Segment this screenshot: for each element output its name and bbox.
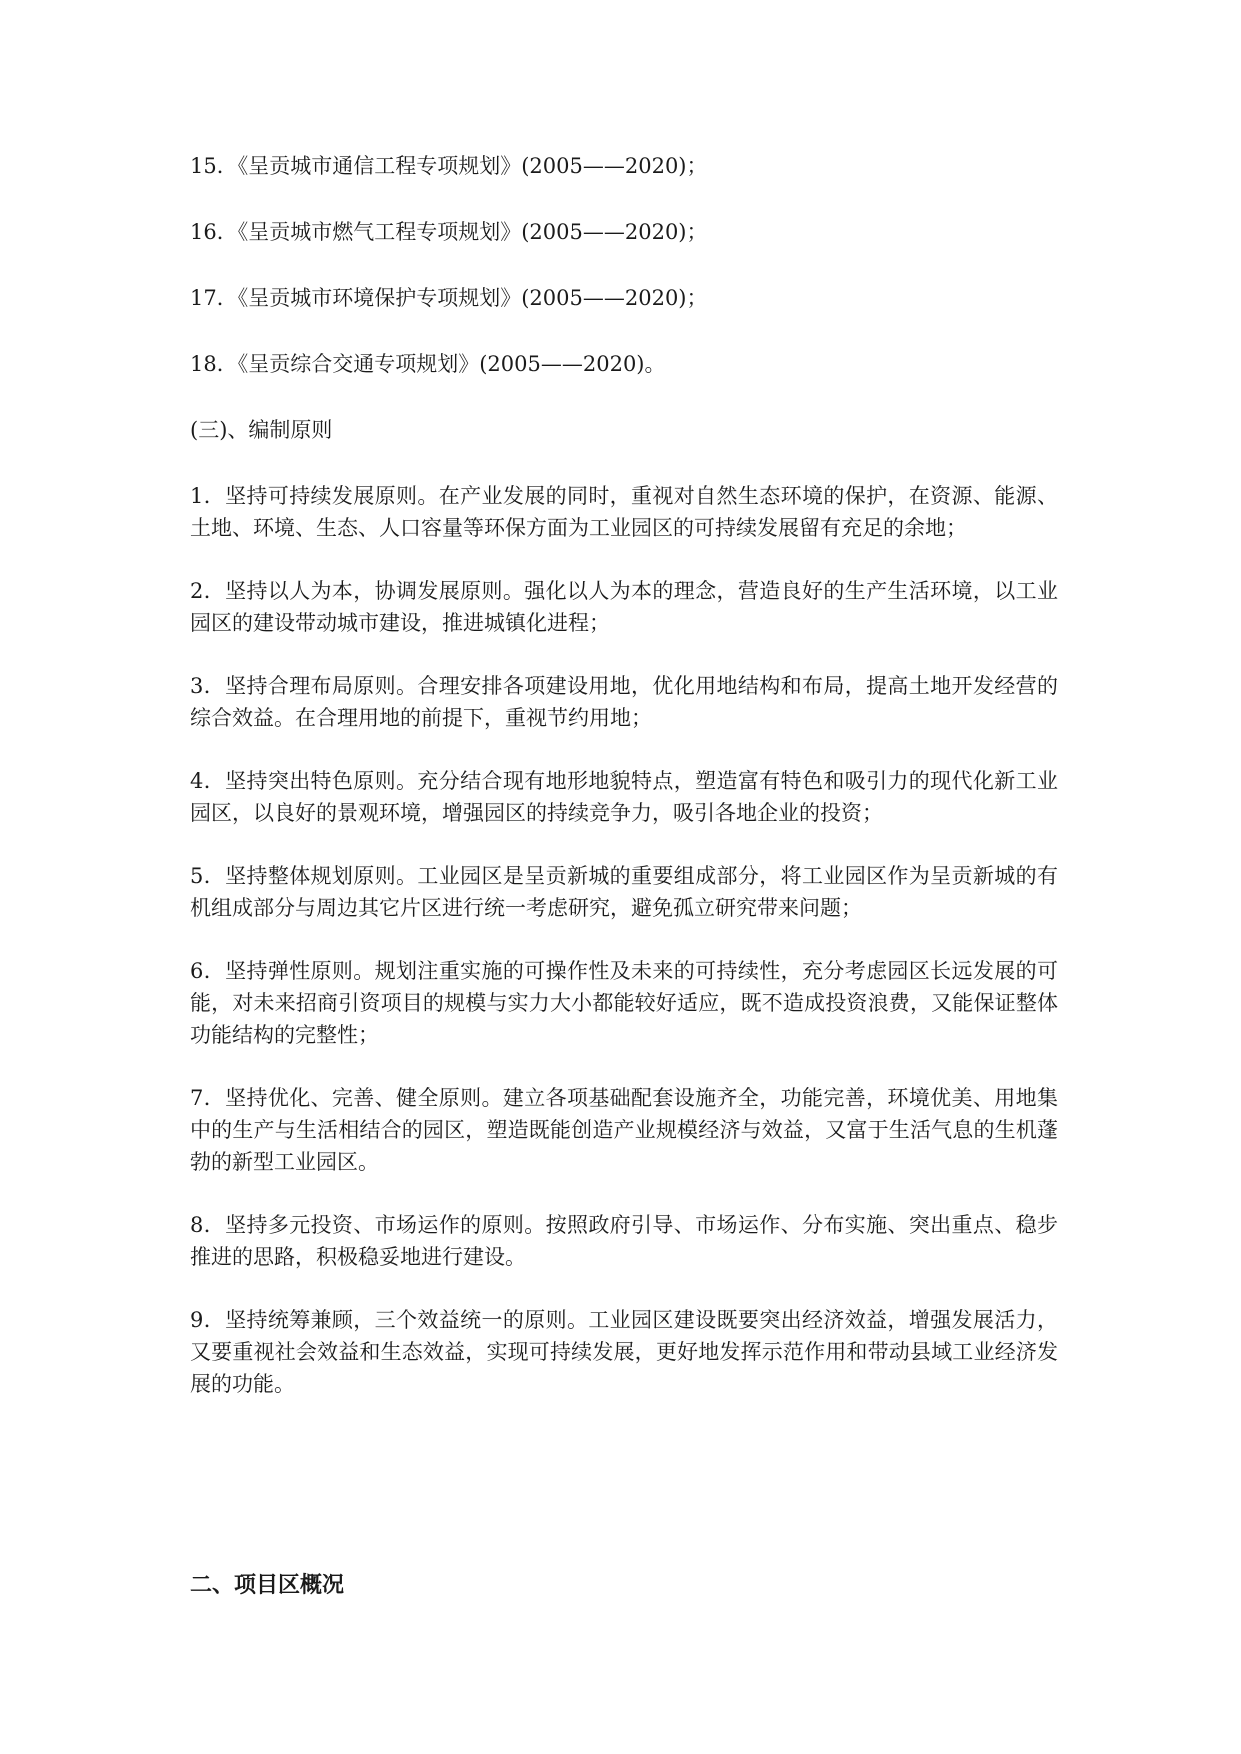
principle-paragraph: 2．坚持以人为本，协调发展原则。强化以人为本的理念，营造良好的生产生活环境，以工业园区的建设带动城市建设，推进城镇化进程； xyxy=(190,579,1058,635)
principle-paragraph: 1．坚持可持续发展原则。在产业发展的同时，重视对自然生态环境的保护，在资源、能源、土地、环境、生态、人口容量等环保方面为工业园区的可持续发展留有充足的余地； xyxy=(190,484,1058,540)
reference-item: 16．《呈贡城市燃气工程专项规划》(2005——2020)； xyxy=(190,220,708,244)
document-body xyxy=(190,150,1058,1431)
principle-paragraph: 8．坚持多元投资、市场运作的原则。按照政府引导、市场运作、分布实施、突出重点、稳步推进的思路，积极稳妥地进行建设。 xyxy=(190,1213,1058,1269)
principle-paragraph: 5．坚持整体规划原则。工业园区是呈贡新城的重要组成部分，将工业园区作为呈贡新城的有机组成部分与周边其它片区进行统一考虑研究，避免孤立研究带来问题； xyxy=(190,864,1058,920)
principle-paragraph: 7．坚持优化、完善、健全原则。建立各项基础配套设施齐全，功能完善，环境优美、用地集中的生产与生活相结合的园区，塑造既能创造产业规模经济与效益，又富于生活气息的生机蓬勃的新型工业园区。 xyxy=(190,1086,1058,1174)
principle-paragraph: 4．坚持突出特色原则。充分结合现有地形地貌特点，塑造富有特色和吸引力的现代化新工业园区，以良好的景观环境，增强园区的持续竞争力，吸引各地企业的投资； xyxy=(190,769,1058,825)
principle-paragraph: 3．坚持合理布局原则。合理安排各项建设用地，优化用地结构和布局，提高土地开发经营的综合效益。在合理用地的前提下，重视节约用地； xyxy=(190,674,1058,730)
principle-paragraph: 9．坚持统筹兼顾，三个效益统一的原则。工业园区建设既要突出经济效益，增强发展活力，又要重视社会效益和生态效益，实现可持续发展，更好地发挥示范作用和带动县域工业经济发展的功能。 xyxy=(190,1308,1058,1396)
section-title: 二、项目区概况 xyxy=(190,1573,345,1598)
reference-item: 17．《呈贡城市环境保护专项规划》(2005——2020)； xyxy=(190,286,708,310)
reference-item: 15．《呈贡城市通信工程专项规划》(2005——2020)； xyxy=(190,154,708,178)
reference-item: 18．《呈贡综合交通专项规划》(2005——2020)。 xyxy=(190,352,666,376)
subsection-heading: (三)、编制原则 xyxy=(190,418,333,442)
principle-paragraph: 6．坚持弹性原则。规划注重实施的可操作性及未来的可持续性，充分考虑园区长远发展的可能，对未来招商引资项目的规模与实力大小都能较好适应，既不造成投资浪费，又能保证整体功能结构的完整性； xyxy=(190,959,1058,1047)
